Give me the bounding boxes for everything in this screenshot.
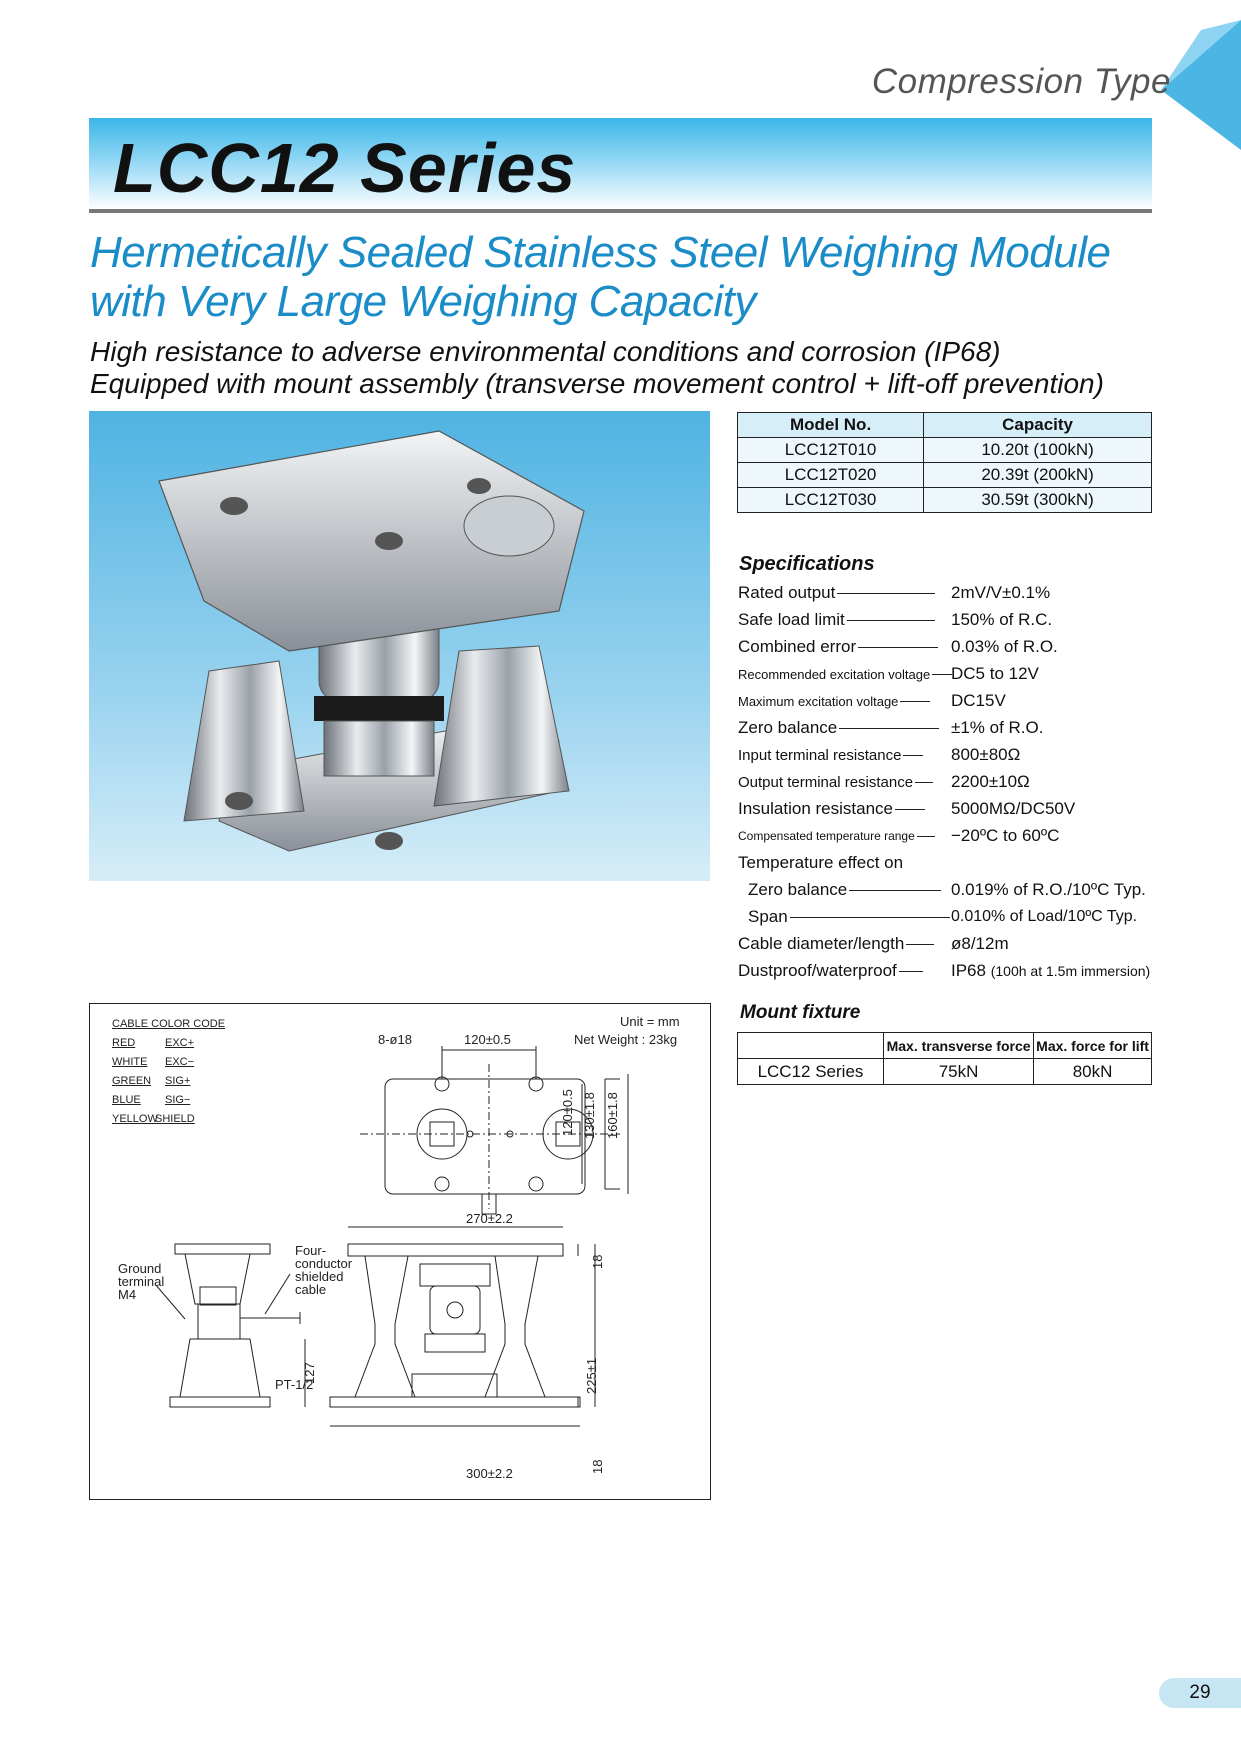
mount-fixture-title: Mount fixture bbox=[740, 1002, 861, 1023]
series-title: LCC12 Series bbox=[113, 129, 577, 207]
plate-top-dimension: 18 bbox=[590, 1254, 605, 1269]
column-header: Max. force for lift bbox=[1034, 1033, 1152, 1059]
ground-label-line: M4 bbox=[118, 1287, 137, 1302]
spec-label: Dustproof/waterproof bbox=[738, 961, 897, 980]
column-header: Model No. bbox=[738, 413, 924, 438]
lift-force-cell: 80kN bbox=[1034, 1059, 1152, 1085]
cable-color-yellow: YELLOW bbox=[112, 1113, 158, 1125]
weighing-module-illustration bbox=[89, 411, 710, 881]
spec-row bbox=[738, 904, 1178, 930]
spec-value: DC15V bbox=[951, 691, 1006, 710]
spec-value: 0.03% of R.O. bbox=[951, 637, 1058, 656]
cable-label-line: conductor bbox=[295, 1256, 353, 1271]
model-cell: LCC12T020 bbox=[738, 463, 924, 488]
cable-color-white: WHITE bbox=[112, 1056, 148, 1068]
spec-row bbox=[738, 796, 1178, 822]
spec-row bbox=[738, 931, 1178, 957]
page-number: 29 bbox=[1159, 1678, 1241, 1708]
spec-value: DC5 to 12V bbox=[951, 664, 1039, 683]
cable-label bbox=[295, 1244, 352, 1296]
cable-label-line: shielded bbox=[295, 1269, 344, 1284]
ground-terminal-label bbox=[118, 1262, 164, 1301]
spec-label: Insulation resistance bbox=[738, 799, 893, 818]
top-width-dimension: 120±0.5 bbox=[464, 1032, 511, 1047]
spec-row bbox=[738, 634, 1178, 660]
headline-line1: Hermetically Sealed Stainless Steel Weighing Module bbox=[90, 228, 1111, 277]
side-height-dimension: 127 bbox=[302, 1362, 317, 1384]
spec-row bbox=[738, 877, 1178, 903]
model-table bbox=[737, 412, 1152, 513]
spec-label: Maximum excitation voltage bbox=[738, 693, 899, 709]
leader-line bbox=[839, 728, 939, 729]
plate-bottom-dimension: 18 bbox=[590, 1459, 605, 1474]
column-header bbox=[738, 1033, 884, 1059]
net-weight-label: Net Weight : 23kg bbox=[574, 1032, 678, 1047]
table-row bbox=[738, 463, 1152, 488]
leader-line bbox=[895, 809, 925, 810]
dimension-drawing bbox=[89, 1003, 711, 1500]
spec-label: Rated output bbox=[738, 583, 836, 602]
spec-label: Input terminal resistance bbox=[738, 746, 902, 764]
height-dimension-2: 130±1.8 bbox=[582, 1092, 597, 1139]
cable-color-green: GREEN bbox=[112, 1075, 152, 1087]
transverse-force-cell: 75kN bbox=[884, 1059, 1034, 1085]
spec-row bbox=[738, 715, 1178, 741]
cable-signal: EXC+ bbox=[165, 1037, 195, 1049]
leader-line bbox=[790, 917, 950, 918]
capacity-cell: 10.20t (100kN) bbox=[924, 438, 1152, 463]
spec-row bbox=[738, 742, 1178, 768]
spec-value: 150% of R.C. bbox=[951, 610, 1053, 629]
spec-label: Span bbox=[748, 907, 788, 926]
feature-line1: High resistance to adverse environmental conditions and corrosion (IP68) bbox=[90, 336, 1001, 367]
spec-label: Combined error bbox=[738, 637, 857, 656]
front-width-dimension: 270±2.2 bbox=[466, 1211, 513, 1226]
spec-row bbox=[738, 769, 1178, 795]
leader-line bbox=[917, 836, 935, 837]
mount-fixture-table bbox=[737, 1032, 1152, 1085]
spec-label: Cable diameter/length bbox=[738, 934, 905, 953]
model-cell: LCC12T010 bbox=[738, 438, 924, 463]
headline-line2: with Very Large Weighing Capacity bbox=[90, 277, 756, 326]
table-row bbox=[738, 1059, 1152, 1085]
specifications-title: Specifications bbox=[739, 553, 875, 575]
cable-label-line: cable bbox=[295, 1282, 327, 1297]
cable-color-blue: BLUE bbox=[112, 1094, 141, 1106]
base-width-dimension: 300±2.2 bbox=[466, 1466, 513, 1481]
table-header-row bbox=[738, 1033, 1152, 1059]
spec-value: ø8/12m bbox=[951, 934, 1009, 953]
spec-row bbox=[738, 850, 1178, 876]
ground-label-line: Ground bbox=[118, 1261, 162, 1276]
feature-line2: Equipped with mount assembly (transverse movement control + lift-off prevention) bbox=[90, 368, 1104, 399]
unit-label: Unit = mm bbox=[620, 1014, 680, 1029]
leader-line bbox=[906, 944, 934, 945]
table-row bbox=[738, 438, 1152, 463]
leader-line bbox=[900, 701, 930, 702]
spec-row bbox=[738, 607, 1178, 633]
spec-label: Zero balance bbox=[738, 718, 838, 737]
cable-color-red: RED bbox=[112, 1037, 136, 1049]
spec-label: Temperature effect on bbox=[738, 853, 904, 872]
spec-row bbox=[738, 580, 1178, 606]
cable-signal: SHIELD bbox=[155, 1113, 195, 1125]
spec-value: 0.019% of R.O./10ºC Typ. bbox=[951, 880, 1146, 899]
cable-signal: EXC− bbox=[165, 1056, 195, 1068]
cable-color-code-title: CABLE COLOR CODE bbox=[112, 1018, 226, 1030]
spec-row bbox=[738, 688, 1178, 714]
spec-label: Compensated temperature range bbox=[738, 829, 915, 843]
spec-value: 0.010% of Load/10ºC Typ. bbox=[951, 908, 1138, 925]
ground-label-line: terminal bbox=[118, 1274, 165, 1289]
cable-signal: SIG+ bbox=[165, 1075, 191, 1087]
leader-line bbox=[858, 647, 938, 648]
spec-row bbox=[738, 661, 1178, 687]
title-rule bbox=[89, 209, 1152, 213]
spec-row bbox=[738, 958, 1178, 984]
spec-value: ±1% of R.O. bbox=[951, 718, 1044, 737]
spec-value bbox=[951, 961, 1150, 981]
spec-label: Zero balance bbox=[748, 880, 848, 899]
leader-line bbox=[837, 593, 935, 594]
spec-row bbox=[738, 823, 1178, 849]
leader-line bbox=[932, 674, 952, 675]
spec-value: −20ºC to 60ºC bbox=[951, 826, 1060, 845]
table-header-row bbox=[738, 413, 1152, 438]
table-row bbox=[738, 488, 1152, 513]
leader-line bbox=[849, 890, 941, 891]
ip-rating: IP68 bbox=[951, 961, 986, 980]
spec-value: 2200±10Ω bbox=[951, 772, 1030, 791]
capacity-cell: 20.39t (200kN) bbox=[924, 463, 1152, 488]
spec-label: Safe load limit bbox=[738, 610, 845, 629]
spec-label: Output terminal resistance bbox=[738, 773, 914, 791]
column-header: Max. transverse force bbox=[884, 1033, 1034, 1059]
cable-signal: SIG− bbox=[165, 1094, 191, 1106]
spec-value: 800±80Ω bbox=[951, 745, 1021, 764]
leader-line bbox=[899, 971, 923, 972]
height-dimension-3: 160±1.8 bbox=[605, 1092, 620, 1139]
cable-label-line: Four- bbox=[295, 1243, 327, 1258]
leader-line bbox=[847, 620, 935, 621]
spec-value: 2mV/V±0.1% bbox=[951, 583, 1051, 602]
capacity-cell: 30.59t (300kN) bbox=[924, 488, 1152, 513]
category-label: Compression Type bbox=[871, 62, 1171, 101]
ip-note: (100h at 1.5m immersion) bbox=[990, 963, 1151, 979]
leader-line bbox=[903, 755, 923, 756]
product-photo bbox=[89, 411, 710, 881]
height-dimension-1: 120±0.5 bbox=[560, 1089, 575, 1136]
holes-dimension: 8-ø18 bbox=[378, 1032, 412, 1047]
leader-line bbox=[915, 782, 933, 783]
thread-label: PT-1/2 bbox=[275, 1377, 314, 1392]
column-header: Capacity bbox=[924, 413, 1152, 438]
spec-value: 5000MΩ/DC50V bbox=[951, 799, 1076, 818]
model-cell: LCC12T030 bbox=[738, 488, 924, 513]
total-height-dimension: 225±1 bbox=[584, 1357, 599, 1394]
series-cell: LCC12 Series bbox=[738, 1059, 884, 1085]
spec-label: Recommended excitation voltage bbox=[738, 666, 931, 682]
